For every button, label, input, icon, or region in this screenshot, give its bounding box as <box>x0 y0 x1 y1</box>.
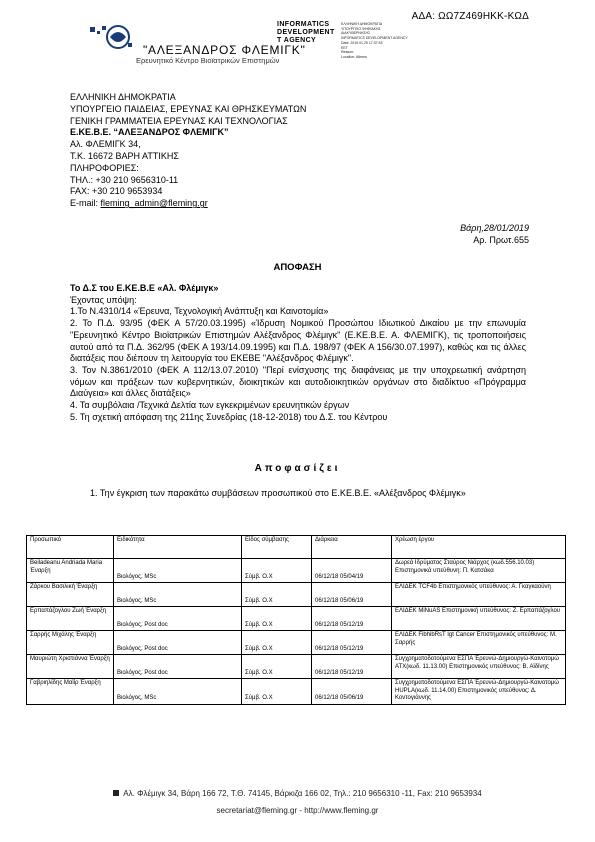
header-line: ΕΛΛΗΝΙΚΗ ΔΗΜΟΚΡΑΤΙΑ <box>70 92 176 102</box>
table-cell: ΕΛΙΔΕΚ FibhibRsT Igt Cancer Επιστημονικός υπεύθυνος: Μ. Σαρρής <box>392 631 566 655</box>
header-cell: Ειδικότητα <box>114 536 242 559</box>
table-cell: Δωρεά Ιδρύματος Σταύρος Νιάρχος (κωδ.556.10.03) Επιστημονικά υπεύθυνη: Π. Κατσάκα <box>392 559 566 583</box>
table-cell: Σύμβ. Ο.Χ <box>242 679 312 705</box>
considering-item: 4. Τα συμβόλαια /Τεχνικά Δελτία των εγκεκριμένων ερευνητικών έργων <box>70 400 350 411</box>
table-cell: Βιολόγος, Post doc <box>114 631 242 655</box>
table-cell: Σύμβ. Ο.Χ <box>242 631 312 655</box>
stamp-detail: INFORMATICS DEVELOPMENT AGENCY <box>341 36 408 41</box>
organization-subtitle: Ερευνητικό Κέντρο Βιοϊατρικών Επιστημών <box>136 56 280 65</box>
stamp-detail: Location: Athens <box>341 54 367 59</box>
stamp-line: INFORMATICS <box>277 21 330 28</box>
email-label: E-mail: <box>70 198 101 209</box>
header-cell: Διάρκεια <box>312 536 392 559</box>
table-cell: Σύμβ. Ο.Χ <box>242 655 312 679</box>
document-title: ΑΠΟΦΑΣΗ <box>273 262 322 273</box>
stamp-detail: Reason: <box>341 50 355 55</box>
email-link[interactable]: fleming_admin@fleming.gr <box>100 198 208 209</box>
table-cell: Βιολόγος, MSc <box>114 583 242 607</box>
table-cell: Γαβριηλίδης Μαϊίρ Έναρξη <box>27 679 114 705</box>
table-cell: Σύμβ. Ο.Χ <box>242 607 312 631</box>
stamp-line: DEVELOPMENT <box>277 29 335 36</box>
table-row <box>27 583 566 607</box>
decision-item: 1. Την έγκριση των παρακάτω συμβάσεων προσωπικού στο Ε.ΚΕ.Β.Ε. «Αλέξανδρος Φλέμιγκ» <box>90 488 466 498</box>
table-cell: Σύμβ. Ο.Χ <box>242 559 312 583</box>
table-row <box>27 631 566 655</box>
square-bullet-icon <box>113 790 119 796</box>
stamp-detail: EET <box>341 45 348 50</box>
address-line: Τ.Κ. 16672 ΒΑΡΗ ΑΤΤΙΚΗΣ <box>70 150 179 161</box>
table-cell: 06/12/18 05/12/19 <box>312 631 392 655</box>
table-cell: 06/12/18 05/12/19 <box>312 607 392 631</box>
protocol-number: Αρ. Πρωτ.655 <box>473 235 529 245</box>
stamp-detail: ΕΛΛΗΝΙΚΗ ΔΗΜΟΚΡΑΤΙΑ <box>341 22 383 26</box>
document-body <box>70 283 526 423</box>
header-line: ΓΕΝΙΚΗ ΓΡΑΜΜΑΤΕΙΑ ΕΡΕΥΝΑΣ ΚΑΙ ΤΕΧΝΟΛΟΓΙΑΣ <box>70 115 288 126</box>
table-cell: Συγχρηματοδοτούμενα ΕΣΠΑ Έρευνώ-Δημιουργώ-Καινοτομώ HUPLA(κωδ. 11.14.00) Επιστημονικός υπεύθυνος: Δ. Κοντογιάννης <box>392 679 566 705</box>
document-date: Βάρη,28/01/2019 <box>460 223 529 233</box>
header-cell: Χρέωση έργου <box>392 536 566 559</box>
table-cell: Βιολόγος, MSc <box>114 679 242 705</box>
ada-code: ΑΔΑ: ΩΩ7Ζ469ΗΚΚ-ΚΩΔ <box>411 11 529 22</box>
table-header-row <box>27 536 566 559</box>
table-cell: 06/12/18 05/06/19 <box>312 583 392 607</box>
table-cell: Beiladeanu Andriada Maria Έναρξη <box>27 559 114 583</box>
footer-contact: secretariat@fleming.gr - http://www.fleming.gr <box>216 806 379 815</box>
stamp-detail: ΥΠΟΥΡΓΕΙΟ ΨΗΦΙΑΚΗΣ <box>341 26 381 31</box>
considering-item: 3. Τον Ν.3861/2010 (ΦΕΚ Α 112/13.07.2010) "Περί ενίσχυσης της διαφάνειας με την υποχρεωτική ανάρτηση νόμων και πράξεων των κυβερνητικών, διοικητικών και αυτοδιοικητικών οργάνων στο διαδίκτυο «Πρόγραμμα Διαύγεια» και άλλες διατάξεις» <box>70 364 526 399</box>
footer-address <box>0 789 595 798</box>
table-row <box>27 607 566 631</box>
letterhead <box>70 92 306 210</box>
contracts-table <box>26 535 566 705</box>
body-heading: Το Δ.Σ του Ε.ΚΕ.Β.Ε «Αλ. Φλέμιγκ» <box>70 283 219 293</box>
header-cell: Είδος σύμβασης <box>242 536 312 559</box>
stamp-line: T AGENCY <box>277 37 317 44</box>
address-line: ΤΗΛ.: +30 210 9656310-11 <box>70 174 179 185</box>
email-line <box>70 198 306 210</box>
date-block <box>460 222 529 246</box>
stamp-detail: ΔΙΑΚΥΒΕΡΝΗΣΗΣ <box>341 31 371 36</box>
considering-label: Έχοντας υπόψη: <box>70 294 137 305</box>
stamp-detail: Date: 2019.01.29 17:37:33 <box>341 40 383 45</box>
table-cell: Βιολόγος, Post doc <box>114 607 242 631</box>
table-cell: 06/12/18 05/12/19 <box>312 655 392 679</box>
table-cell: Σαρρής Μιχάλης Έναρξη <box>27 631 114 655</box>
table-cell: Ζάρκου Βασιλική Έναρξη <box>27 583 114 607</box>
table-cell: 06/12/18 05/04/19 <box>312 559 392 583</box>
considering-item: 1.Το Ν.4310/14 «Έρευνα, Τεχνολογική Ανάπτυξη και Καινοτομία» <box>70 306 329 317</box>
address-line: ΠΛΗΡΟΦΟΡΙΕΣ: <box>70 162 139 173</box>
table-cell: Βιολόγος, Post doc <box>114 655 242 679</box>
organization-name: "ΑΛΕΞΑΝΔΡΟΣ ΦΛΕΜΙΓΚ" <box>143 43 306 57</box>
signature-details <box>341 22 408 60</box>
signature-stamp <box>277 21 335 45</box>
table-cell: Ερπαπάζογλου Ζωή Έναρξη <box>27 607 114 631</box>
footer-address-text: Αλ. Φλέμιγκ 34, Βάρη 166 72, Τ.Θ. 74145, Βάρκιζα 166 02, Τηλ.: 210 9656310 -11, Fax: 210 9653934 <box>123 789 482 798</box>
table-row <box>27 679 566 705</box>
table-cell: Βιολόγος, MSc <box>114 559 242 583</box>
table-cell: ΕΛΙΔΕΚ TCF4b Επιστημονικός υπεύθυνος: Α. Γκαγκαούνη <box>392 583 566 607</box>
table-row <box>27 655 566 679</box>
address-line: FAX: +30 210 9653934 <box>70 186 163 197</box>
header-cell: Προσωπικό <box>27 536 114 559</box>
table-cell: ΕΛΙΔΕΚ MiNuAS Επιστημονική υπεύθυνος: Ζ. Ερπαπάζογλου <box>392 607 566 631</box>
table-cell: Συγχρηματοδοτούμενα ΕΣΠΑ Έρευνώ-Δημιουργώ-Καινοτομώ ATX(κωδ. 11.13.00) Επιστημονικός υπεύθυνος: Β. Αϊδίνης <box>392 655 566 679</box>
institute-name: Ε.ΚΕ.Β.Ε. “ΑΛΕΞΑΝΔΡΟΣ ΦΛΕΜΙΓΚ” <box>70 127 229 138</box>
decides-heading: Αποφασίζει <box>254 463 341 474</box>
table-cell: 06/12/18 05/06/19 <box>312 679 392 705</box>
considering-item: 2. Το Π.Δ. 93/95 (ΦΕΚ Α 57/20.03.1995) «Ίδρυση Νομικού Προσώπου Ιδιωτικού Δικαίου με την επωνυμία "Ερευνητικό Κέντρο Βιοϊατρικών Επιστημών Αλέξανδρος Φλέμιγκ" (Ε.ΚΕ.Β.Ε. Α. ΦΛΕΜΙΓΚ), τις τροποποιήσεις αυτού από τα Π.Δ. 362/95 (ΦΕΚ Α 193/14.09.1995) και Π.Δ. 198/97 (ΦΕΚ Α 156/30.07.1997), καθώς και τις άλλες διατάξεις που διέπουν τη λειτουργία του ΕΚΕΒΕ "Αλέξανδρος Φλέμιγκ". <box>70 318 526 364</box>
table-cell: Σύμβ. Ο.Χ <box>242 583 312 607</box>
table-cell: Μαυριώτη Χριστιάννα Έναρξη <box>27 655 114 679</box>
header-line: ΥΠΟΥΡΓΕΙΟ ΠΑΙΔΕΙΑΣ, ΕΡΕΥΝΑΣ ΚΑΙ ΘΡΗΣΚΕΥΜΑΤΩΝ <box>70 103 307 114</box>
address-line: Αλ. ΦΛΕΜΙΓΚ 34, <box>70 139 141 150</box>
table-row <box>27 559 566 583</box>
fleming-logo-icon <box>88 23 140 53</box>
considering-item: 5. Τη σχετική απόφαση της 211ης Συνεδρίας (18-12-2018) του Δ.Σ. του Κέντρου <box>70 411 388 422</box>
